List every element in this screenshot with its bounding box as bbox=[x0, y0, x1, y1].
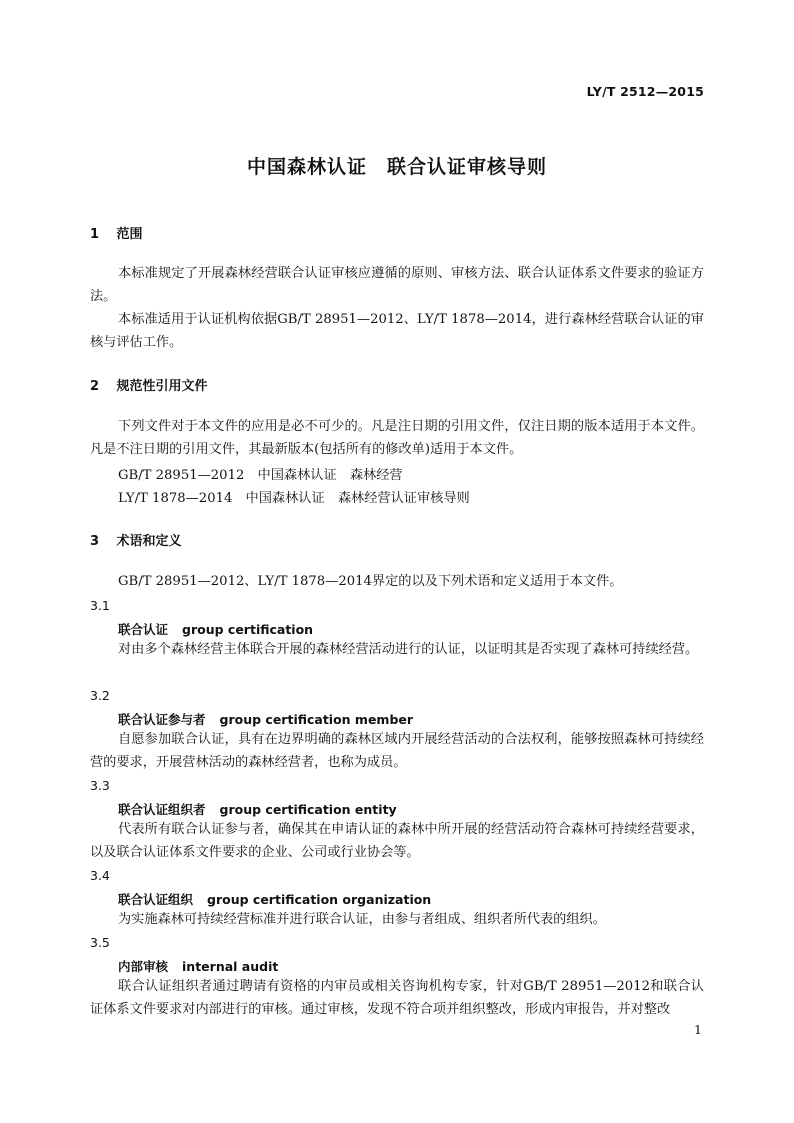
reference-item: GB/T 28951—2012 中国森林认证 森林经营 bbox=[118, 468, 403, 483]
term-en: internal audit bbox=[182, 959, 279, 974]
section-1-heading bbox=[90, 223, 143, 242]
term-heading bbox=[118, 710, 413, 728]
term-en: group certification organization bbox=[207, 892, 432, 907]
section-title: 范围 bbox=[116, 227, 143, 242]
term-definition: 代表所有联合认证参与者，确保其在申请认证的森林中所开展的经营活动符合森林可持续经营要求，以及联合认证体系文件要求的企业、公司或行业协会等。 bbox=[90, 822, 704, 860]
term-en: group certification member bbox=[219, 712, 414, 727]
section-2-heading bbox=[90, 375, 208, 394]
section-number: 3 bbox=[90, 534, 100, 549]
term-definition: 联合认证组织者通过聘请有资格的内审员或相关咨询机构专家，针对GB/T 28951—2012和联合认证体系文件要求对内部进行的审核。通过审核，发现不符合项并组织整改，形成内审报告，并对整改 bbox=[90, 979, 704, 1017]
term-definition: 为实施森林可持续经营标准并进行联合认证，由参与者组成、组织者所代表的组织。 bbox=[118, 912, 606, 927]
reference-item: LY/T 1878—2014 中国森林认证 森林经营认证审核导则 bbox=[118, 491, 470, 506]
document-title: 中国森林认证 联合认证审核导则 bbox=[246, 156, 547, 178]
paragraph: 下列文件对于本文件的应用是必不可少的。凡是注日期的引用文件，仅注日期的版本适用于本文件。凡是不注日期的引用文件，其最新版本(包括所有的修改单)适用于本文件。 bbox=[90, 419, 704, 457]
clause-number: 3.2 bbox=[90, 688, 110, 703]
clause-number: 3.5 bbox=[90, 935, 110, 950]
term-zh: 联合认证组织者 bbox=[118, 802, 206, 817]
section-3-heading bbox=[90, 530, 182, 549]
term-zh: 内部审核 bbox=[118, 959, 169, 974]
term-heading bbox=[118, 620, 313, 638]
clause-number: 3.1 bbox=[90, 598, 110, 613]
clause-number: 3.3 bbox=[90, 778, 110, 793]
section-title: 术语和定义 bbox=[116, 534, 182, 549]
page-number: 1 bbox=[694, 1022, 702, 1037]
section-title: 规范性引用文件 bbox=[116, 379, 208, 394]
document-code: LY/T 2512—2015 bbox=[586, 84, 704, 99]
paragraph: 本标准适用于认证机构依据GB/T 28951—2012、LY/T 1878—2014，进行森林经营联合认证的审核与评估工作。 bbox=[90, 312, 704, 350]
section-number: 2 bbox=[90, 379, 100, 394]
paragraph: 本标准规定了开展森林经营联合认证审核应遵循的原则、审核方法、联合认证体系文件要求的验证方法。 bbox=[90, 266, 704, 304]
term-zh: 联合认证组织 bbox=[118, 892, 194, 907]
term-zh: 联合认证参与者 bbox=[118, 712, 206, 727]
section-number: 1 bbox=[90, 227, 100, 242]
term-heading bbox=[118, 890, 431, 908]
term-heading bbox=[118, 957, 278, 975]
term-en: group certification entity bbox=[219, 802, 397, 817]
clause-number: 3.4 bbox=[90, 868, 110, 883]
term-heading bbox=[118, 800, 397, 818]
term-zh: 联合认证 bbox=[118, 622, 169, 637]
term-definition: 自愿参加联合认证，具有在边界明确的森林区域内开展经营活动的合法权利，能够按照森林可持续经营的要求，开展营林活动的森林经营者，也称为成员。 bbox=[90, 732, 704, 770]
term-en: group certification bbox=[182, 622, 314, 637]
term-definition: 对由多个森林经营主体联合开展的森林经营活动进行的认证，以证明其是否实现了森林可持续经营。 bbox=[118, 642, 699, 657]
paragraph: GB/T 28951—2012、LY/T 1878—2014界定的以及下列术语和定义适用于本文件。 bbox=[118, 574, 623, 589]
